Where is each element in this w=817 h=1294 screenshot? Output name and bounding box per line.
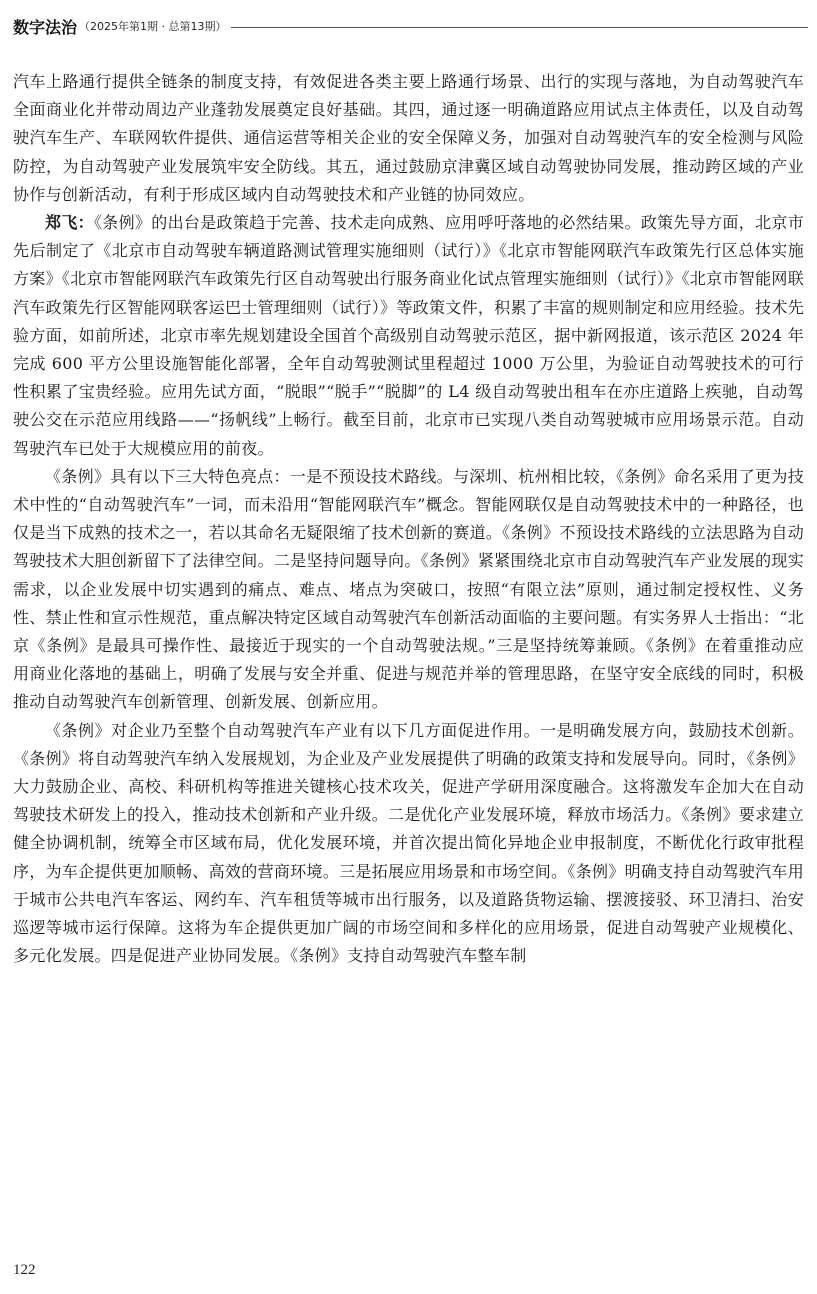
paragraph <box>13 209 804 463</box>
paragraph-text: 《条例》具有以下三大特色亮点：一是不预设技术路线。与深圳、杭州相比较，《条例》命名采用了更为技术中性的“自动驾驶汽车”一词，而未沿用“智能网联汽车”概念。智能网联仅是自动驾驶技术中的一种路径，也仅是当下成熟的技术之一，若以其命名无疑限缩了技术创新的赛道。《条例》不预设技术路线的立法思路为自动驾驶技术大胆创新留下了法律空间。二是坚持问题导向。《条例》紧紧围绕北京市自动驾驶汽车产业发展的现实需求，以企业发展中切实遇到的痛点、难点、堵点为突破口，按照“有限立法”原则，通过制定授权性、义务性、禁止性和宣示性规范，重点解决特定区域自动驾驶汽车创新活动面临的主要问题。有实务界人士指出：“北京《条例》是最具可操作性、最接近于现实的一个自动驾驶法规。”三是坚持统筹兼顾。《条例》在着重推动应用商业化落地的基础上，明确了发展与安全并重、促进与规范并举的管理思路，在坚守安全底线的同时，积极推动自动驾驶汽车创新管理、创新发展、创新应用。 <box>13 466 804 712</box>
header-rule <box>231 27 809 28</box>
paragraph <box>13 68 804 209</box>
journal-name: 数字法治 <box>13 17 78 37</box>
paragraph-text: 《条例》对企业乃至整个自动驾驶汽车产业有以下几方面促进作用。一是明确发展方向，鼓励技术创新。《条例》将自动驾驶汽车纳入发展规划，为企业及产业发展提供了明确的政策支持和发展导向。同时，《条例》大力鼓励企业、高校、科研机构等推进关键核心技术攻关，促进产学研用深度融合。这将激发车企加大在自动驾驶技术研发上的投入，推动技术创新和产业升级。二是优化产业发展环境，释放市场活力。《条例》要求建立健全协调机制，统筹全市区域布局，优化发展环境，并首次提出简化异地企业申报制度，不断优化行政审批程序，为车企提供更加顺畅、高效的营商环境。三是拓展应用场景和市场空间。《条例》明确支持自动驾驶汽车用于城市公共电汽车客运、网约车、汽车租赁等城市出行服务，以及道路货物运输、摆渡接驳、环卫清扫、治安巡逻等城市运行保障。这将为车企提供更加广阔的市场空间和多样化的应用场景，促进自动驾驶产业规模化、多元化发展。四是促进产业协同发展。《条例》支持自动驾驶汽车整车制 <box>13 720 804 966</box>
paragraph-text: 汽车上路通行提供全链条的制度支持，有效促进各类主要上路通行场景、出行的实现与落地，为自动驾驶汽车全面商业化并带动周边产业蓬勃发展奠定良好基础。其四，通过逐一明确道路应用试点主体责任，以及自动驾驶汽车生产、车联网软件提供、通信运营等相关企业的安全保障义务，加强对自动驾驶汽车的安全检测与风险防控，为自动驾驶产业发展筑牢安全防线。其五，通过鼓励京津冀区域自动驾驶协同发展，推动跨区域的产业协作与创新活动，有利于形成区域内自动驾驶技术和产业链的协同效应。 <box>13 72 804 204</box>
paragraph-text: 《条例》的出台是政策趋于完善、技术走向成熟、应用呼吁落地的必然结果。政策先导方面，北京市先后制定了《北京市自动驾驶车辆道路测试管理实施细则（试行）》《北京市智能网联汽车政策先行区总体实施方案》《北京市智能网联汽车政策先行区自动驾驶出行服务商业化试点管理实施细则（试行）》《北京市智能网联汽车政策先行区智能网联客运巴士管理细则（试行）》等政策文件，积累了丰富的规则制定和应用经验。技术先验方面，如前所述，北京市率先规划建设全国首个高级别自动驾驶示范区，据中新网报道，该示范区 2024 年完成 600 平方公里设施智能化部署，全年自动驾驶测试里程超过 1000 万公里，为验证自动驾驶技术的可行性积累了宝贵经验。应用先试方面，“脱眼”“脱手”“脱脚”的 L4 级自动驾驶出租车在亦庄道路上疾驰，自动驾驶公交在示范应用线路——“扬帆线”上畅行。截至目前，北京市已实现八类自动驾驶城市应用场景示范。自动驾驶汽车已处于大规模应用的前夜。 <box>13 213 805 458</box>
issue-info: （2025年第1期 · 总第13期） <box>79 20 227 33</box>
article-body <box>13 68 804 971</box>
speaker-name: 郑飞： <box>45 213 94 233</box>
paragraph <box>13 463 804 717</box>
paragraph <box>13 717 804 971</box>
running-header <box>13 12 808 40</box>
page-number: 122 <box>13 1262 36 1278</box>
